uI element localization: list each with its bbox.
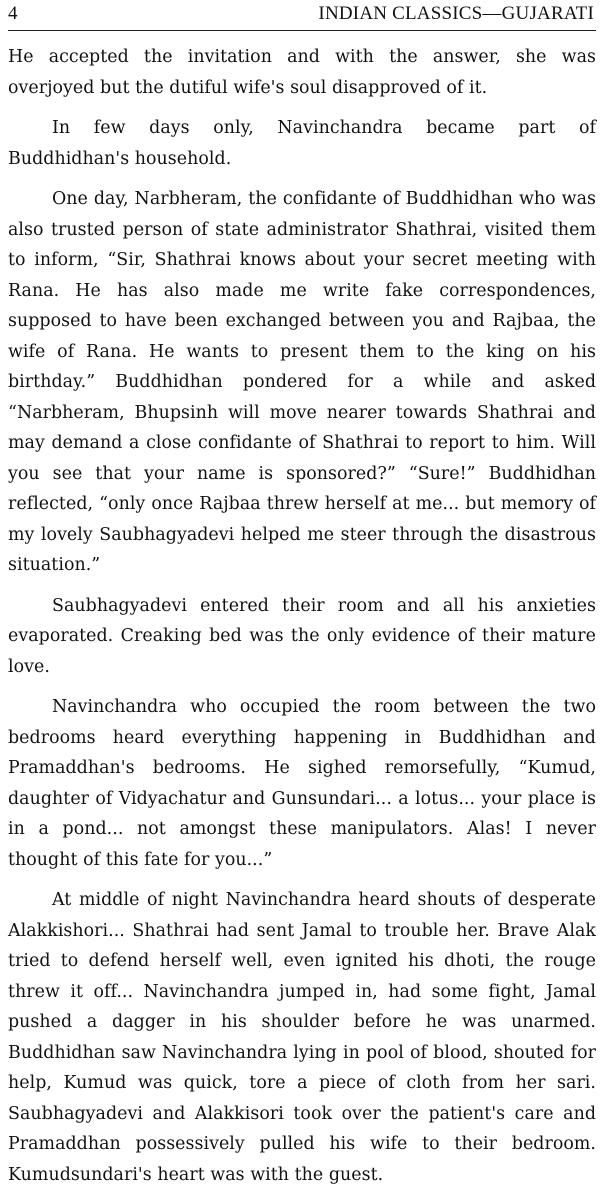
- body-text: [8, 42, 596, 1200]
- running-head: [8, 2, 596, 31]
- paragraph-2: In few days only, Navinchandra became part of Buddhidhan's household.: [8, 118, 596, 169]
- paragraph-1: He accepted the invitation and with the answer, she was overjoyed but the dutiful wife's soul disapproved of it.: [8, 47, 596, 98]
- paragraph-4: Saubhagyadevi entered their room and all his anxieties evaporated. Creaking bed was the only evidence of their mature love.: [8, 595, 596, 677]
- page-number: 4: [8, 3, 18, 24]
- paragraph-3: One day, Narbheram, the confidante of Buddhidhan who was also trusted person of state administrator Shathrai, visited them to inform, “Sir, Shathrai knows about your secret meeting with Rana. He has also made me write fake correspondences, supposed to have been exchanged between you and Rajbaa, the wife of Rana. He wants to present them to the king on his birthday.” Buddhidhan pondered for a while and asked “Narbheram, Bhupsinh will move nearer towards Shathrai and may demand a close confidante of Shathrai to report to him. Will you see that your name is sponsored?” “Sure!” Buddhidhan reflected, “only once Rajbaa threw herself at me... but memory of my lovely Saubhagyadevi helped me steer through the disastrous situation.”: [8, 189, 596, 575]
- paragraph-5: Navinchandra who occupied the room between the two bedrooms heard everything happening in Buddhidhan and Pramaddhan's bedrooms. He sighed remorsefully, “Kumud, daughter of Vidyachatur and Gunsundari... a lotus... your place is in a pond... not amongst these manipulators. Alas! I never thought of this fate for you...”: [8, 697, 596, 870]
- running-title: INDIAN CLASSICS—GUJARATI: [318, 3, 594, 24]
- book-page: [8, 0, 596, 1185]
- paragraph-6: At middle of night Navinchandra heard shouts of desperate Alakkishori... Shathrai had sent Jamal to trouble her. Brave Alak tried to defend herself well, even ignited his dhoti, the rouge threw it off... Navinchandra jumped in, had some fight, Jamal pushed a dagger in his shoulder before he was unarmed. Buddhidhan saw Navinchandra lying in pool of blood, shouted for help, Kumud was quick, tore a piece of cloth from her sari. Saubhagyadevi and Alakkisori took over the patient's care and Pramaddhan possessively pulled his wife to their bedroom. Kumudsundari's heart was with the guest.: [8, 890, 596, 1185]
